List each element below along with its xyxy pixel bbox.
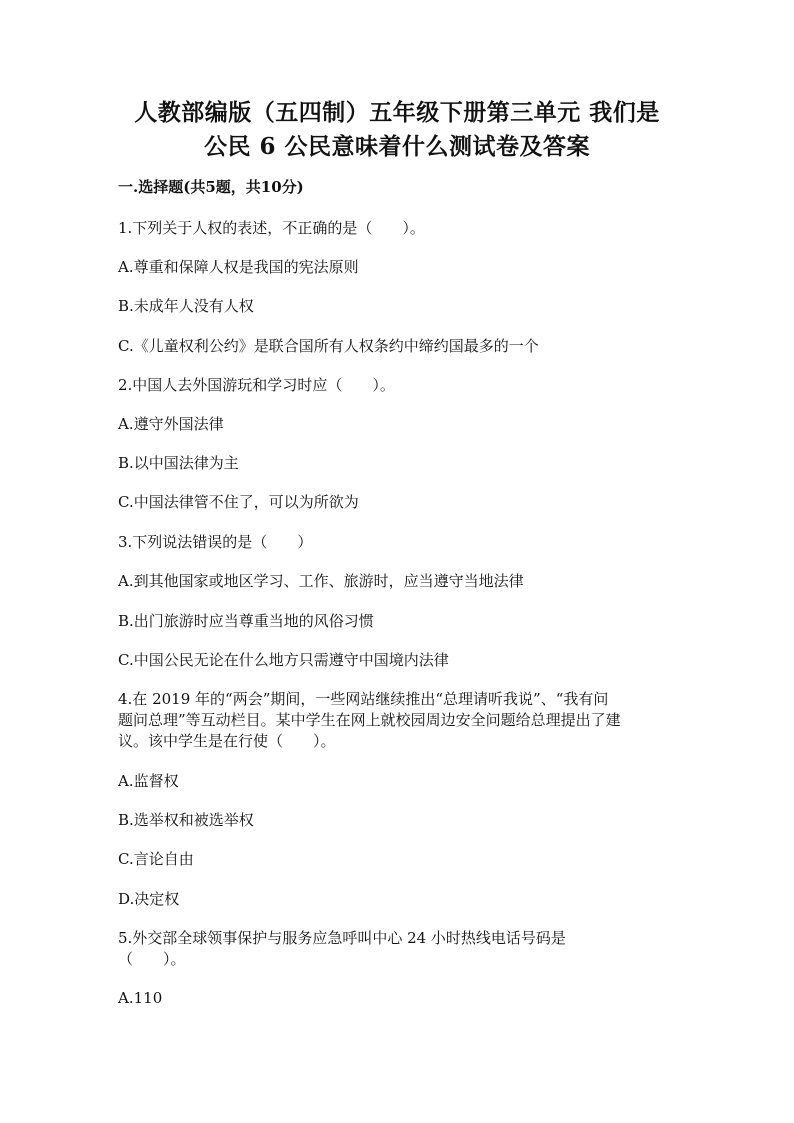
question-4-stem-line-3: 议。该中学生是在行使（ ）。	[118, 732, 336, 750]
question-4-stem-line-2: 题问总理”等互动栏目。某中学生在网上就校园周边安全问题给总理提出了建	[118, 711, 621, 729]
question-2-option-c: C.中国法律管不住了，可以为所欲为	[118, 493, 359, 511]
question-2-stem: 2.中国人去外国游玩和学习时应（ ）。	[118, 376, 395, 394]
question-5-stem-line-1: 5.外交部全球领事保护与服务应急呼叫中心 24 小时热线电话号码是	[118, 929, 566, 947]
question-4-option-c: C.言论自由	[118, 850, 194, 868]
section-heading: 一.选择题(共5题，共10分)	[118, 178, 304, 196]
question-3-option-a: A.到其他国家或地区学习、工作、旅游时，应当遵守当地法律	[118, 572, 524, 590]
question-2-option-a: A.遵守外国法律	[118, 415, 224, 433]
question-5-option-a: A.110	[118, 989, 163, 1007]
question-3-option-c: C.中国公民无论在什么地方只需遵守中国境内法律	[118, 651, 449, 669]
document-title-line-2: 公民 6 公民意味着什么测试卷及答案	[203, 133, 591, 160]
question-4-option-b: B.选举权和被选举权	[118, 811, 254, 829]
question-3-stem: 3.下列说法错误的是（ ）	[118, 533, 313, 551]
question-4-stem-line-1: 4.在 2019 年的“两会”期间，一些网站继续推出“总理请听我说”、“我有问	[118, 690, 609, 708]
question-1-stem: 1.下列关于人权的表述，不正确的是（ ）。	[118, 219, 425, 237]
question-2-option-b: B.以中国法律为主	[118, 454, 239, 472]
question-3-option-b: B.出门旅游时应当尊重当地的风俗习惯	[118, 612, 374, 630]
question-1-option-c: C.《儿童权利公约》是联合国所有人权条约中缔约国最多的一个	[118, 337, 539, 355]
question-5-stem-line-2: （ ）。	[118, 950, 186, 968]
document-title-line-1: 人教部编版（五四制）五年级下册第三单元 我们是	[134, 99, 660, 126]
question-1-option-b: B.未成年人没有人权	[118, 297, 254, 315]
question-4-option-d: D.决定权	[118, 890, 180, 908]
question-4-option-a: A.监督权	[118, 772, 179, 790]
question-1-option-a: A.尊重和保障人权是我国的宪法原则	[118, 258, 359, 276]
